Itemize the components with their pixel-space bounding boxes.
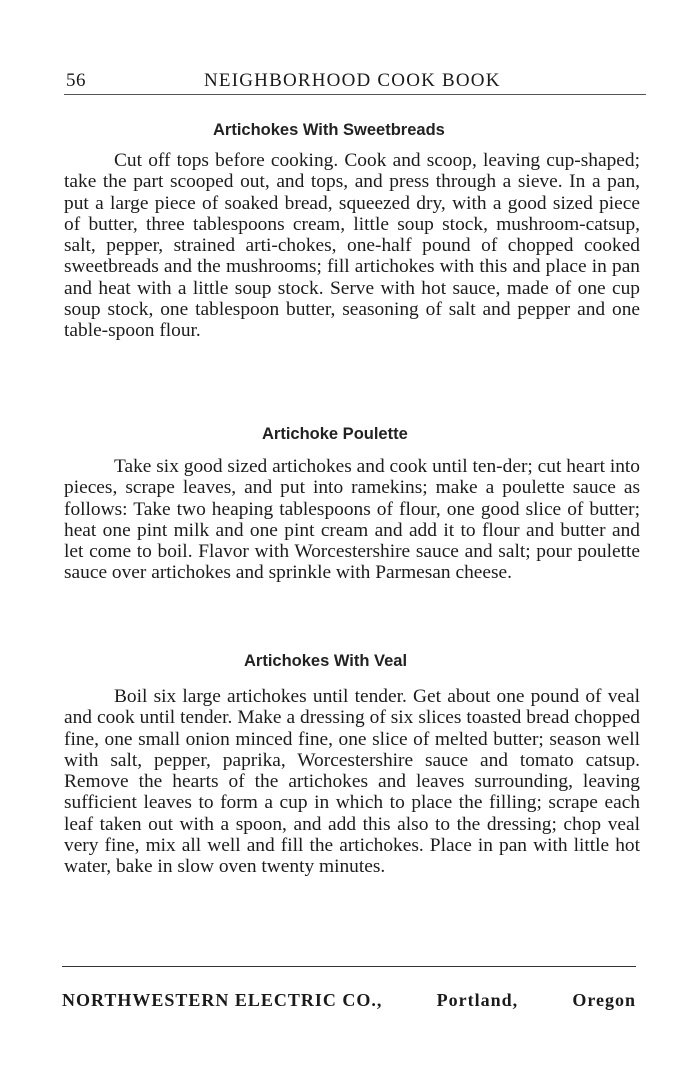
page-footer <box>62 990 636 1011</box>
recipe-title-veal: Artichokes With Veal <box>244 652 408 670</box>
header-rule <box>64 94 646 95</box>
footer-company: NORTHWESTERN ELECTRIC CO., <box>62 990 383 1010</box>
footer-state: Oregon <box>572 990 636 1010</box>
recipe-title-poulette: Artichoke Poulette <box>262 425 408 443</box>
recipe-body-sweetbreads: Cut off tops before cooking. Cook and scoop, leaving cup-shaped; take the part scooped out, and tops, and press through a sieve. In a pan, put a large piece of soaked bread, squeezed dry, with a good sized piece of butter, three tablespoons cream, little soup stock, mushroom-catsup, salt, pepper, strained arti-chokes, one-half pound of chopped cooked sweetbreads and the mushrooms; fill artichokes with this and place in pan and heat with a little soup stock. Serve with hot sauce, made of one cup soup stock, one tablespoon butter, seasoning of salt and pepper and one table-spoon flour. <box>64 150 640 342</box>
footer-rule <box>62 966 636 967</box>
footer-city: Portland, <box>436 990 519 1010</box>
recipe-title-sweetbreads: Artichokes With Sweetbreads <box>213 121 445 139</box>
recipe-body-veal: Boil six large artichokes until tender. Get about one pound of veal and cook until tender. Make a dressing of six slices toasted bread chopped fine, one small onion minced fine, one slice of melted butter; season well with salt, pepper, paprika, Worcestershire sauce and tomato catsup. Remove the hearts of the artichokes and leaves surrounding, leaving sufficient leaves to form a cup in which to place the filling; scrape each leaf taken out with a spoon, and add this also to the dressing; chop veal very fine, mix all well and fill the artichokes. Place in pan with little hot water, bake in slow oven twenty minutes. <box>64 686 640 878</box>
page-number: 56 <box>66 70 86 91</box>
running-title: NEIGHBORHOOD COOK BOOK <box>204 70 501 91</box>
recipe-body-poulette: Take six good sized artichokes and cook until ten-der; cut heart into pieces, scrape leaves, and put into ramekins; make a poulette sauce as follows: Take two heaping tablespoons of flour, one good slice of butter; heat one pint milk and one pint cream and add it to flour and butter and let come to boil. Flavor with Worcestershire sauce and salt; pour poulette sauce over artichokes and sprinkle with Parmesan cheese. <box>64 456 640 584</box>
page-header <box>64 70 646 96</box>
